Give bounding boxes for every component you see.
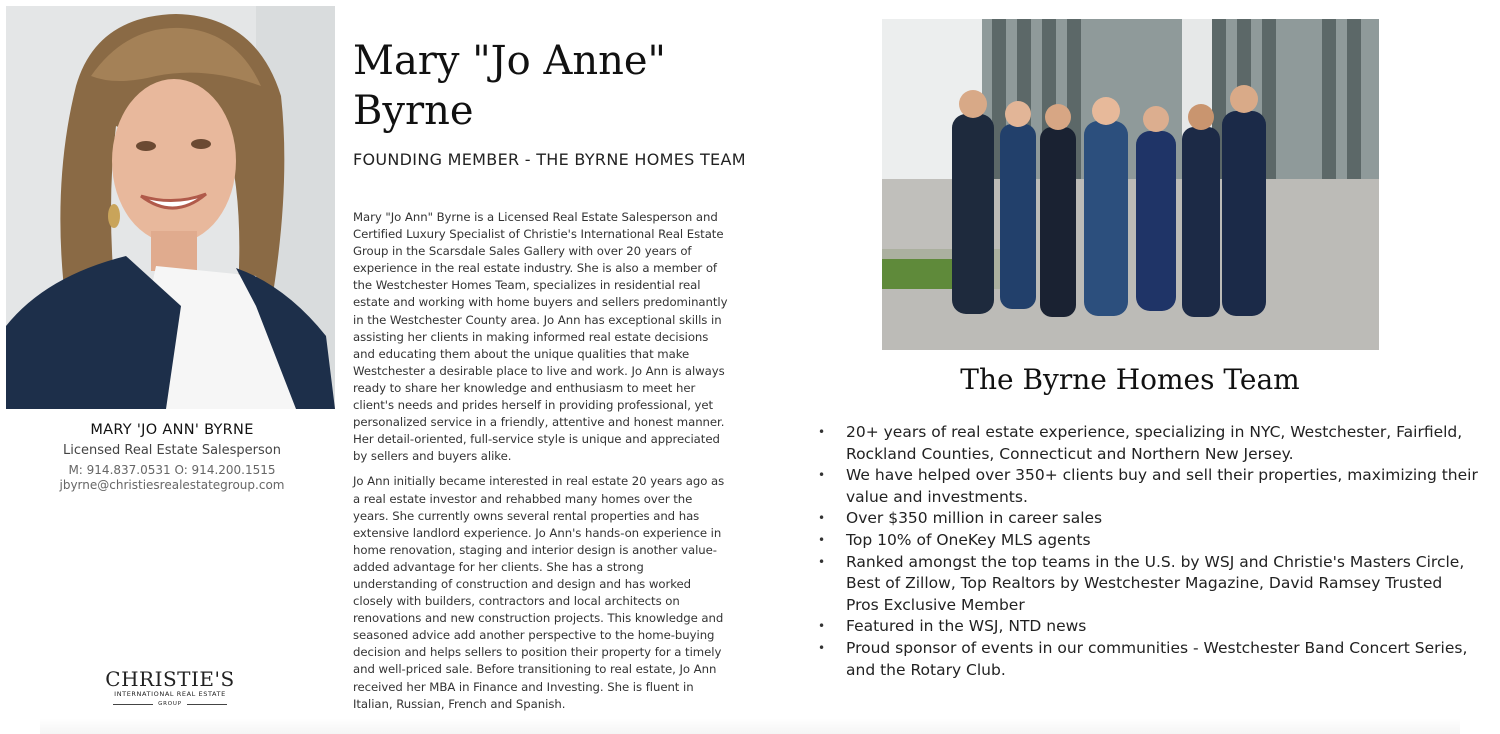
bio-paragraph-2: Jo Ann initially became interested in real estate 20 years ago as a real estate investor and rehabbed many homes over the years. She currently owns several rental properties and has extensive landlord experience. Jo Ann's hands-on experience in home renovation, staging and interior design is another value-added advantage for her clients. She has a strong understanding of construction and design and has worked closely with builders, contractors and local architects on renovations and new construction projects. This knowledge and seasoned advice add another perspective to the home-buying decision and helps sellers to position their property for a timely and well-priced sale. Before transitioning to real estate, Jo Ann received her MBA in Finance and Investing. She is fluent in Italian, Russian, French and Spanish. (353, 474, 725, 711)
highlight-item (818, 422, 1478, 465)
contact-phones[interactable]: M: 914.837.0531 O: 914.200.1515 (68, 463, 276, 477)
contact-email[interactable]: jbyrne@christiesrealestategroup.com (59, 478, 285, 492)
highlight-item (818, 552, 1478, 617)
contact-name: MARY 'JO ANN' BYRNE (90, 422, 254, 438)
agent-name-heading (353, 36, 683, 136)
bullet-icon: • (818, 468, 826, 483)
agent-title: FOUNDING MEMBER - THE BYRNE HOMES TEAM (353, 150, 746, 169)
agent-portrait-photo (6, 6, 335, 409)
bullet-icon: • (818, 554, 826, 569)
highlight-text: 20+ years of real estate experience, specializing in NYC, Westchester, Fairfield, Rockland Counties, Connecticut and Northern New Jersey. (846, 423, 1463, 463)
highlight-text: Over $350 million in career sales (846, 509, 1103, 528)
christies-logo (90, 668, 250, 707)
highlight-item (818, 530, 1478, 552)
logo-divider-right (187, 704, 227, 705)
contact-role: Licensed Real Estate Salesperson (63, 443, 281, 458)
agent-name-line1: Mary "Jo Anne" (353, 38, 666, 84)
bullet-icon: • (818, 619, 826, 634)
highlight-item (818, 638, 1478, 681)
team-highlights-list (818, 422, 1478, 681)
bio-paragraph-1: Mary "Jo Ann" Byrne is a Licensed Real Estate Salesperson and Certified Luxury Specialist of Christie's International Real Estate Group in the Scarsdale Sales Gallery with over 20 years of experience in the real estate industry. She is also a member of the Westchester Homes Team, specializes in residential real estate and working with home buyers and sellers predominantly in the Westchester County area. Jo Ann has exceptional skills in assisting her clients in making informed real estate decisions and educating them about the unique qualities that make Westchester a desirable place to live and work. Jo Ann is always ready to share her knowledge and enthusiasm to meet her client's needs and prides herself in providing professional, yet personalized service in a friendly, attentive and honest manner. Her detail-oriented, full-service style is unique and appreciated by sellers and buyers alike. (353, 210, 728, 464)
highlight-item (818, 508, 1478, 530)
bullet-icon: • (818, 511, 826, 526)
bullet-icon: • (818, 640, 826, 655)
highlight-item (818, 465, 1478, 508)
highlight-text: Ranked amongst the top teams in the U.S. by WSJ and Christie's Masters Circle, Best of Zillow, Top Realtors by Westchester Magazine, David Ramsey Trusted Pros Exclusive Member (846, 552, 1465, 614)
logo-brand: CHRISTIE'S (105, 667, 235, 691)
highlight-text: Featured in the WSJ, NTD news (846, 617, 1087, 636)
bullet-icon: • (818, 532, 826, 547)
agent-name-line2: Byrne (353, 88, 474, 134)
highlight-text: Proud sponsor of events in our communities - Westchester Band Concert Series, and the Rotary Club. (846, 638, 1468, 679)
logo-divider-left (113, 704, 153, 705)
highlight-text: Top 10% of OneKey MLS agents (846, 530, 1091, 549)
team-heading: The Byrne Homes Team (960, 363, 1300, 396)
logo-group-label: GROUP (158, 701, 182, 707)
bullet-icon: • (818, 425, 826, 439)
agent-bio (353, 209, 731, 713)
logo-group-row (90, 701, 250, 707)
page-bottom-shadow (40, 718, 1460, 734)
logo-subtitle: INTERNATIONAL REAL ESTATE (114, 690, 226, 698)
team-group-photo (882, 19, 1379, 350)
highlight-text: We have helped over 350+ clients buy and sell their properties, maximizing their value and investments. (846, 466, 1478, 506)
highlight-item (818, 616, 1478, 638)
agent-contact-card (0, 420, 344, 493)
